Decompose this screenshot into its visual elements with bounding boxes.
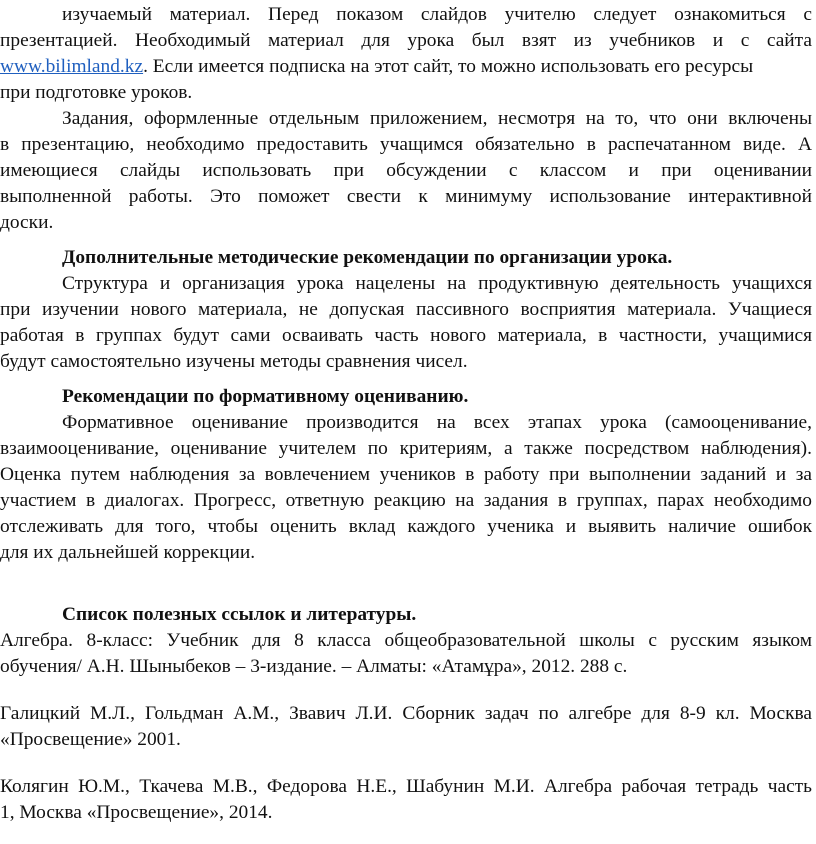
section-1-line-4: будут самостоятельно изучены методы сравнения чисел. — [0, 351, 468, 372]
paragraph-2-line-4: выполненной работы. Это поможет свести к минимуму использование интерактивной — [0, 186, 812, 207]
reference-1-line-2: обучения/ А.Н. Шыныбеков – 3-издание. – Алматы: «Атамұра», 2012. 288 с. — [0, 656, 628, 677]
section-2-line-3: Оценка путем наблюдения за вовлечением учеников в работу при выполнении заданий и за — [0, 464, 812, 485]
section-2-line-2: взаимооценивание, оценивание учителем по критериям, а также посредством наблюдения). — [0, 438, 812, 459]
section-2-heading: Рекомендации по формативному оцениванию. — [62, 386, 469, 407]
references-heading: Список полезных ссылок и литературы. — [62, 604, 417, 625]
section-1-line-2: при изучении нового материала, не допуская пассивного восприятия материала. Учащиеся — [0, 299, 812, 320]
reference-2-line-2: «Просвещение» 2001. — [0, 729, 181, 750]
reference-3-line-1: Колягин Ю.М., Ткачева М.В., Федорова Н.Е., Шабунин М.И. Алгебра рабочая тетрадь часть — [0, 776, 812, 797]
section-1-heading: Дополнительные методические рекомендации по организации урока. — [62, 247, 673, 268]
section-2-line-4: участием в диалогах. Прогресс, ответную реакцию на задания в группах, парах необходимо — [0, 490, 812, 511]
paragraph-2-line-5: доски. — [0, 212, 54, 233]
paragraph-1-line-4: при подготовке уроков. — [0, 82, 193, 103]
paragraph-1-line-3 — [0, 54, 812, 80]
paragraph-1-line-3-text: . Если имеется подписка на этот сайт, то можно использовать его ресурсы — [143, 56, 754, 77]
paragraph-1-line-1: изучаемый материал. Перед показом слайдов учителю следует ознакомиться с — [62, 4, 812, 25]
reference-1-line-1: Алгебра. 8-класс: Учебник для 8 класса общеобразовательной школы с русским языком — [0, 630, 812, 651]
paragraph-2-line-1: Задания, оформленные отдельным приложением, несмотря на то, что они включены — [62, 108, 812, 129]
section-1-line-3: работая в группах будут сами осваивать часть нового материала, в частности, учащимися — [0, 325, 812, 346]
section-2-line-5: отслеживать для того, чтобы оценить вклад каждого ученика и выявить наличие ошибок — [0, 516, 812, 537]
section-2-line-1: Формативное оценивание производится на всех этапах урока (самооценивание, — [62, 412, 812, 433]
paragraph-2-line-3: имеющиеся слайды использовать при обсуждении с классом и при оценивании — [0, 160, 812, 181]
paragraph-1-line-2: презентацией. Необходимый материал для урока был взят из учебников и с сайта — [0, 30, 812, 51]
paragraph-2-line-2: в презентацию, необходимо предоставить учащимся обязательно в распечатанном виде. А — [0, 134, 812, 155]
reference-3-line-2: 1, Москва «Просвещение», 2014. — [0, 802, 273, 823]
reference-2-line-1: Галицкий М.Л., Гольдман А.М., Звавич Л.И. Сборник задач по алгебре для 8-9 кл. Москва — [0, 703, 812, 724]
bilimland-link[interactable]: www.bilimland.kz — [0, 56, 144, 77]
section-1-line-1: Структура и организация урока нацелены на продуктивную деятельность учащихся — [62, 273, 812, 294]
section-2-line-6: для их дальнейшей коррекции. — [0, 542, 256, 563]
